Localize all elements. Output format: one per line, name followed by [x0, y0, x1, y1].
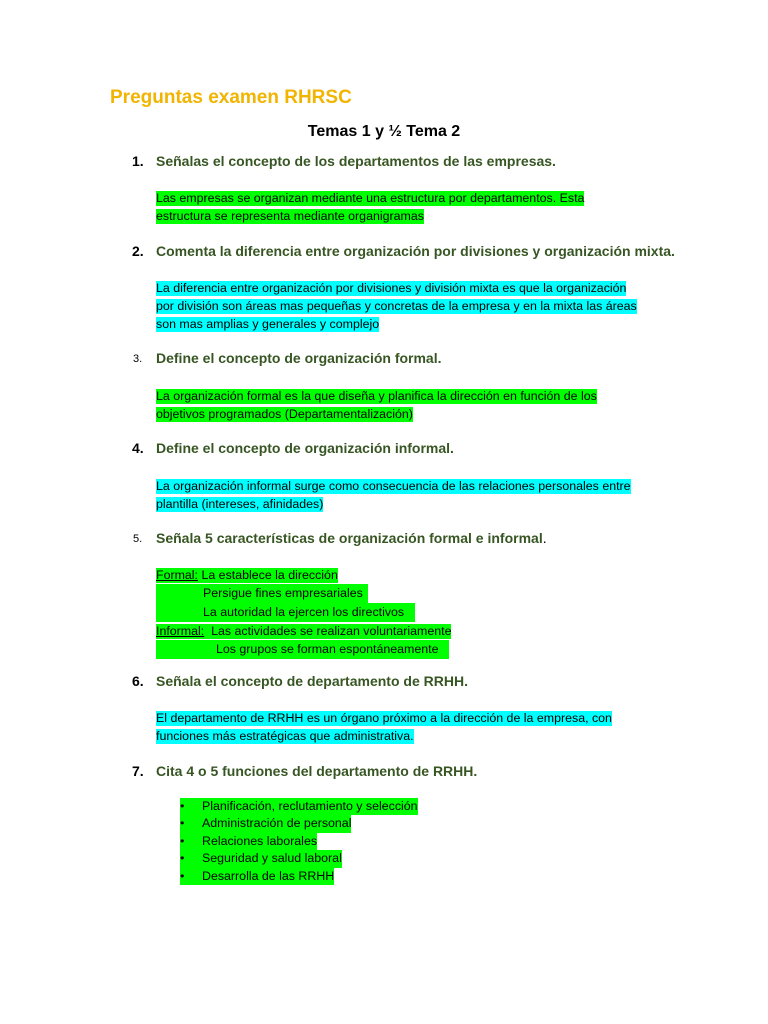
bullet-icon: •: [180, 851, 185, 866]
answer-line: La organización formal es la que diseña y planifica la dirección en función de los: [156, 389, 597, 403]
question-title: Señalas el concepto de los departamentos de las empresas.: [156, 153, 556, 169]
answer-text: [156, 387, 656, 423]
question-number: 6.: [132, 673, 144, 689]
bullet-icon: •: [180, 799, 185, 813]
question-title: Cita 4 o 5 funciones del departamento de RRHH.: [156, 763, 478, 779]
answer-line: Las actividades se realizan voluntariamente: [211, 624, 452, 638]
question-number: 7.: [132, 763, 144, 779]
functions-list: [180, 798, 418, 885]
list-item: • Planificación, reclutamiento y selección: [180, 798, 418, 815]
answer-line: Las empresas se organizan mediante una estructura por departamentos. Esta: [156, 191, 585, 205]
answer-line: La autoridad la ejercen los directivos: [203, 605, 405, 619]
answer-text: [156, 566, 656, 659]
answer-text: [156, 279, 656, 333]
bullet-icon: •: [180, 833, 185, 848]
question-number: 3.: [133, 353, 143, 365]
answer-line: plantilla (intereses, afinidades): [156, 497, 324, 511]
answer-line: funciones más estratégicas que administrativa.: [156, 729, 414, 743]
list-item: • Seguridad y salud laboral: [180, 850, 418, 867]
question-number: 1.: [132, 153, 144, 169]
answer-line: Persigue fines empresariales: [203, 586, 363, 600]
answer-line: La organización informal surge como consecuencia de las relaciones personales entre: [156, 479, 631, 493]
answer-line: objetivos programados (Departamentalización): [156, 407, 413, 421]
question-number: 5.: [133, 533, 143, 545]
answer-line: El departamento de RRHH es un órgano próximo a la dirección de la empresa, con: [156, 711, 612, 725]
answer-text: [156, 709, 656, 745]
answer-line: por división son áreas mas pequeñas y concretas de la empresa y en la mixta las áreas: [156, 299, 637, 313]
formal-label: Formal:: [156, 568, 198, 582]
bullet-icon: •: [180, 868, 185, 883]
list-item: • Administración de personal: [180, 815, 418, 832]
document-subtitle: Temas 1 y ½ Tema 2: [307, 123, 461, 140]
question-number: 4.: [132, 440, 144, 456]
question-title: Comenta la diferencia entre organización por divisiones y organización mixta.: [156, 243, 675, 259]
answer-line: La diferencia entre organización por divisiones y división mixta es que la organización: [156, 281, 627, 295]
document-title: Preguntas examen RHRSC: [110, 87, 352, 108]
question-title: Señala el concepto de departamento de RRHH.: [156, 673, 468, 689]
question-title: Señala 5 características de organización formal e informal.: [156, 530, 547, 546]
question-title: Define el concepto de organización informal.: [156, 440, 454, 456]
list-item: • Desarrolla de las RRHH: [180, 868, 418, 885]
question-title: Define el concepto de organización formal.: [156, 350, 442, 366]
answer-line: La establece la dirección: [201, 568, 338, 582]
answer-line: son mas amplias y generales y complejo: [156, 317, 380, 331]
informal-label: Informal:: [156, 624, 205, 638]
answer-text: [156, 189, 656, 225]
answer-line: estructura se representa mediante organigramas: [156, 209, 424, 223]
bullet-icon: •: [180, 816, 185, 831]
question-number: 2.: [132, 243, 144, 259]
answer-line: Los grupos se forman espontáneamente: [216, 642, 439, 656]
list-item: • Relaciones laborales: [180, 833, 418, 850]
answer-text: [156, 477, 656, 513]
